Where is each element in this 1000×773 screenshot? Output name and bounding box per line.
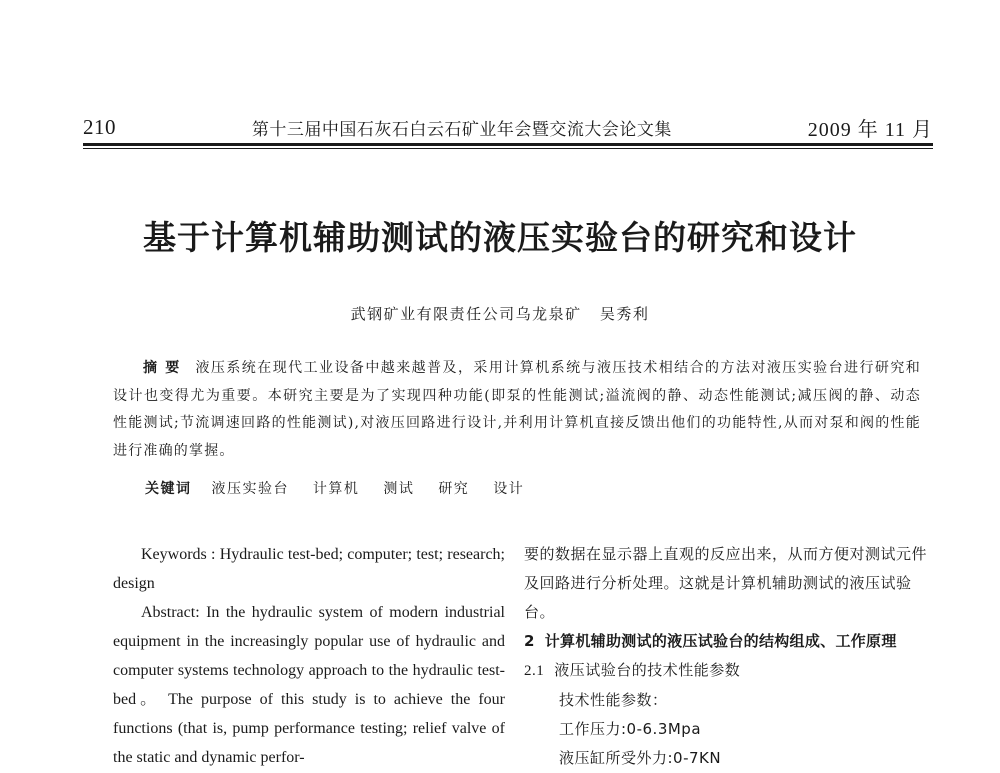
keyword-item: 设计	[493, 481, 525, 497]
keyword-item: 计算机	[312, 481, 360, 497]
keywords-en: Keywords : Hydraulic test-bed; computer; test; research; design	[113, 546, 505, 592]
param-heading: 技术性能参数：	[559, 691, 668, 709]
abstract-label: 摘要	[143, 360, 188, 376]
section-number: 2	[524, 632, 535, 650]
intro-paragraph: 要的数据在显示器上直观的反应出来，从而方便对测试元件及回路进行分析处理。这就是计算机辅助测试的液压试验台。	[524, 545, 928, 621]
issue-date: 2009 年 11 月	[807, 118, 933, 141]
abstract-text: 液压系统在现代工业设备中越来越普及，采用计算机系统与液压技术相结合的方法对液压实验台进行研究和设计也变得尤为重要。本研究主要是为了实现四种功能(即泵的性能测试;溢流阀的静、动态性能测试;减压阀的静、动态性能测试;节流调速回路的性能测试),对液压回路进行设计,并利用计算机直接反馈出他们的功能特性,从而对泵和阀的性能进行准确的掌握。	[113, 360, 921, 459]
right-column	[524, 540, 934, 773]
section-title: 计算机辅助测试的液压试验台的结构组成、工作原理	[544, 632, 897, 650]
keyword-item: 测试	[383, 481, 415, 497]
section-2-1-heading	[524, 656, 934, 686]
author-name: 吴秀利	[599, 305, 650, 323]
header-rule-thin	[83, 148, 933, 149]
paper-title: 基于计算机辅助测试的液压实验台的研究和设计	[143, 218, 857, 257]
keyword-item: 液压实验台	[211, 481, 289, 497]
left-column	[113, 540, 505, 772]
abstract-en: Abstract: In the hydraulic system of modern industrial equipment in the increasingly popular use of hydraulic and computer systems technology approach to the hydraulic test-bed。 The purpose of this study is to achieve the four functions (that is, pump performance testing; relief valve of the static and dynamic perfor-	[113, 604, 505, 766]
header-rule-thick	[83, 143, 933, 146]
keywords-label: 关键词	[145, 481, 192, 497]
journal-title: 第十三届中国石灰石白云石矿业年会暨交流大会论文集	[251, 119, 672, 140]
keywords-cn	[145, 478, 542, 498]
param-item: 工作压力:0-6.3Mpa	[559, 720, 702, 738]
param-item: 液压缸所受外力:0-7KN	[559, 749, 722, 767]
subsection-title: 液压试验台的技术性能参数	[554, 661, 741, 679]
author-affiliation: 武钢矿业有限责任公司乌龙泉矿	[350, 305, 582, 323]
author-line	[0, 303, 1000, 324]
keyword-item: 研究	[438, 481, 470, 497]
subsection-number: 2.1	[524, 663, 545, 679]
page-number: 210	[83, 114, 116, 139]
section-2-heading	[524, 627, 934, 656]
running-header	[83, 112, 933, 142]
abstract-cn	[113, 355, 921, 465]
